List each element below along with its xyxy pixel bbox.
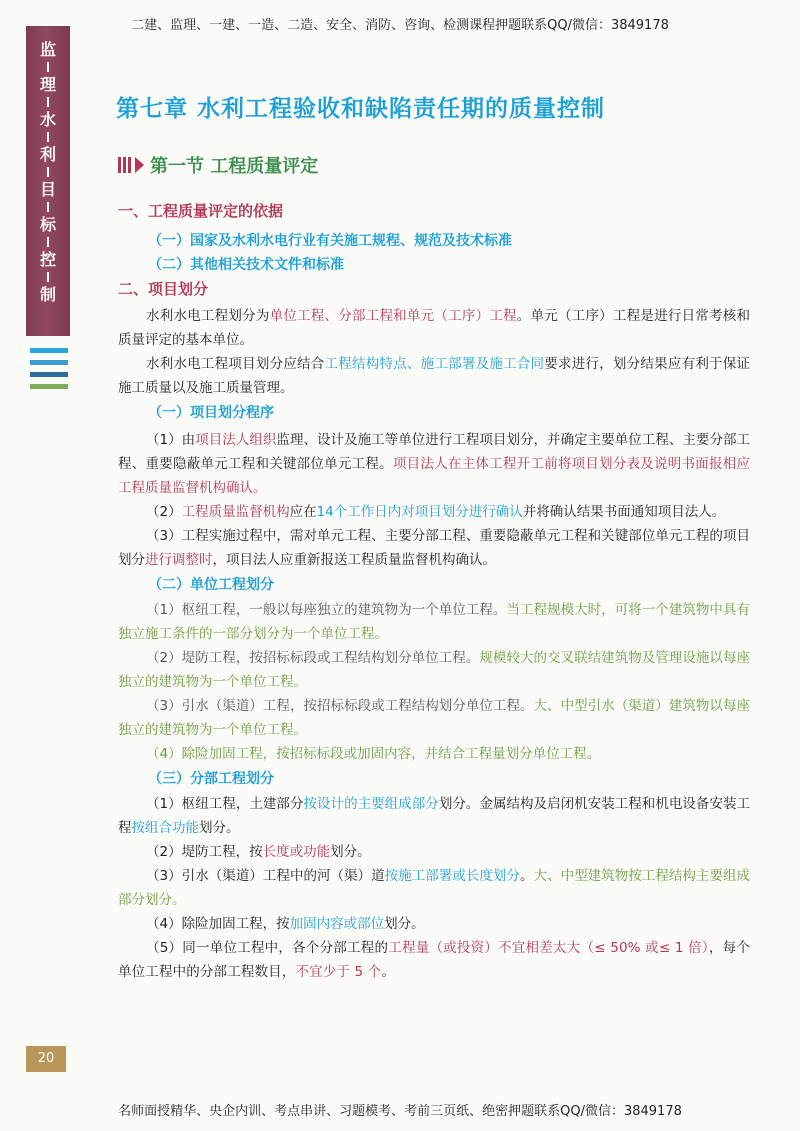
basis-item-1: （一）国家及水利水电行业有关施工规程、规范及技术标准 bbox=[148, 233, 512, 249]
part-item-5: （5）同一单位工程中，各个分部工程的工程量（或投资）不宜相差太大（≤ 50% 或≤ 1 倍），每个单位工程中的分部工程数目，不宜少于 5 个。 bbox=[118, 940, 750, 980]
part-item-3: （3）引水（渠道）工程中的河（渠）道按施工部署或长度划分。大、中型建筑物按工程结构主要组成部分划分。 bbox=[118, 868, 751, 908]
heading-unit-division: （二）单位工程划分 bbox=[148, 577, 274, 593]
part-item-4: （4）除险加固工程，按加固内容或部位划分。 bbox=[146, 916, 425, 932]
procedure-item-1: （1）由项目法人组织监理、设计及施工等单位进行工程项目划分，并确定主要单位工程、主要分部工程、重要隐蔽单元工程和关键部位单元工程。项目法人在主体工程开工前将项目划分表及说明书面报相应工程质量监督机构确认。 bbox=[118, 432, 751, 496]
footer-banner: 名师面授精华、央企内训、考点串讲、习题模考、考前三页纸、绝密押题联系QQ/微信：3849178 bbox=[118, 1104, 682, 1119]
side-tab-char: 目 bbox=[39, 180, 56, 199]
heading-procedure: （一）项目划分程序 bbox=[148, 405, 274, 421]
part-item-2: （2）堤防工程，按长度或功能划分。 bbox=[146, 844, 371, 860]
side-tab-char: 控 bbox=[39, 250, 56, 269]
side-tab bbox=[26, 26, 70, 336]
side-tab-separator bbox=[47, 132, 49, 142]
section-title bbox=[118, 152, 318, 178]
heading-basis: 一、工程质量评定的依据 bbox=[118, 202, 284, 220]
side-tab-separator bbox=[47, 237, 49, 247]
chapter-title: 第七章 水利工程验收和缺陷责任期的质量控制 bbox=[116, 96, 606, 122]
side-tab-separator bbox=[47, 272, 49, 282]
paragraph-division-1: 水利水电工程划分为单位工程、分部工程和单元（工序）工程。单元（工序）工程是进行日常考核和质量评定的基本单位。 bbox=[118, 308, 751, 348]
side-tab-separator bbox=[47, 167, 49, 177]
side-tab-char: 制 bbox=[39, 285, 56, 304]
unit-item-3: （3）引水（渠道）工程，按招标标段或工程结构划分单位工程。大、中型引水（渠道）建筑物以每座独立的建筑物为一个单位工程。 bbox=[118, 698, 750, 738]
part-item-1: （1）枢纽工程，土建部分按设计的主要组成部分划分。金属结构及启闭机安装工程和机电设备安装工程按组合功能划分。 bbox=[118, 796, 751, 836]
procedure-item-2: （2）工程质量监督机构应在14个工作日内对项目划分进行确认并将确认结果书面通知项目法人。 bbox=[146, 504, 726, 520]
section-bars-icon bbox=[118, 157, 144, 173]
side-tab-separator bbox=[47, 202, 49, 212]
side-bar-darkblue bbox=[30, 372, 68, 377]
side-tab-separator bbox=[47, 62, 49, 72]
unit-item-1: （1）枢纽工程，一般以每座独立的建筑物为一个单位工程。当工程规模大时，可将一个建筑物中具有独立施工条件的一部分划分为一个单位工程。 bbox=[118, 602, 750, 642]
side-tab-char: 标 bbox=[39, 215, 56, 234]
side-bar-green bbox=[30, 384, 68, 389]
basis-item-2: （二）其他相关技术文件和标准 bbox=[148, 257, 344, 273]
page-number: 20 bbox=[26, 1046, 66, 1072]
side-tab-text bbox=[26, 40, 70, 304]
side-tab-char: 理 bbox=[39, 75, 56, 94]
procedure-item-3: （3）工程实施过程中，需对单元工程、主要分部工程、重要隐蔽单元工程和关键部位单元工程的项目划分进行调整时，项目法人应重新报送工程质量监督机构确认。 bbox=[118, 528, 750, 568]
paragraph-division-2: 水利水电工程项目划分应结合工程结构特点、施工部署及施工合同要求进行，划分结果应有利于保证施工质量以及施工质量管理。 bbox=[118, 356, 751, 396]
header-banner: 二建、监理、一建、一造、二造、安全、消防、咨询、检测课程押题联系QQ/微信：3849178 bbox=[131, 18, 669, 33]
unit-item-4: （4）除险加固工程，按招标标段或加固内容，并结合工程量划分单位工程。 bbox=[146, 746, 601, 762]
unit-item-2: （2）堤防工程，按招标标段或工程结构划分单位工程。规模较大的交叉联结建筑物及管理设施以每座独立的建筑物为一个单位工程。 bbox=[118, 650, 750, 690]
heading-division: 二、项目划分 bbox=[118, 280, 209, 298]
side-tab-char: 利 bbox=[39, 145, 56, 164]
side-tab-char: 监 bbox=[39, 40, 56, 59]
side-tab-separator bbox=[47, 97, 49, 107]
section-title-text: 第一节 工程质量评定 bbox=[150, 156, 319, 177]
heading-part-division: （三）分部工程划分 bbox=[148, 771, 274, 787]
side-tab-char: 水 bbox=[39, 110, 56, 129]
side-bar-teal bbox=[30, 360, 68, 365]
side-bar-blue bbox=[30, 348, 68, 353]
